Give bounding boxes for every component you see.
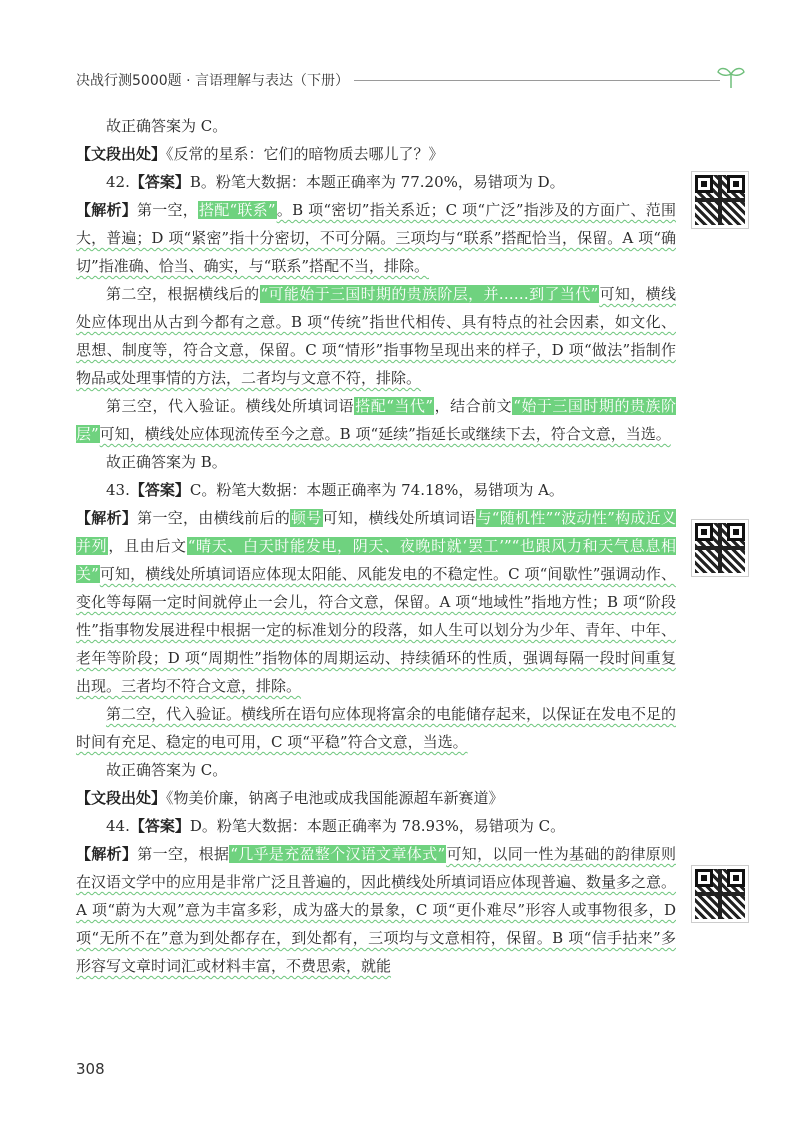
highlight: 顿号 bbox=[291, 509, 322, 527]
highlight: “始于三国时期的贵族阶层” bbox=[76, 397, 676, 443]
page-number: 308 bbox=[76, 1060, 105, 1078]
answer-text: B。粉笔大数据：本题正确率为 77.20%，易错项为 D。 bbox=[189, 173, 565, 191]
answer-body bbox=[76, 112, 676, 980]
highlight: “晴天、白天时能发电，阴天、夜晚时就‘罢工’”“也跟风力和天气息息相关” bbox=[76, 537, 676, 583]
source-label: 【文段出处】 bbox=[76, 789, 167, 807]
text-run: 可知，横线处所填词语应体现太阳能、风能发电的不稳定性。C 项“间歇性”强调动作、变化等每隔一定时间就停止一会儿，符合文意，保留。A 项“地域性”指地方性；B 项“阶段性”指事物发展进程中根据一定的标准划分的段落，如人生可以划分为少年、青年、中年、老年等阶段；D 项“周期性”指物体的周期运动、持续循环的性质，强调每隔一段时间重复出现。三者均不符合文意，排除。 bbox=[76, 565, 676, 695]
highlight: 与“随机性”“波动性”构成近义并列 bbox=[76, 509, 676, 555]
answer-label: 【答案】 bbox=[129, 817, 190, 835]
highlight: 搭配“联系” bbox=[199, 201, 276, 219]
source-title: 《反常的星系：它们的暗物质去哪儿了？》 bbox=[166, 145, 444, 163]
source-label: 【文段出处】 bbox=[76, 145, 167, 163]
q42-answer bbox=[76, 168, 676, 196]
q43-answer bbox=[76, 476, 676, 504]
analysis-label: 【解析】 bbox=[76, 201, 137, 219]
q43-analysis-2: 第二空，代入验证。横线所在语句应体现将富余的电能储存起来，以保证在发电不足的时间有充足、稳定的电可用，C 项“平稳”符合文意，当选。 bbox=[76, 705, 677, 751]
qr-code-44[interactable] bbox=[692, 866, 748, 922]
question-number: 44. bbox=[106, 817, 130, 835]
highlight: 搭配“当代” bbox=[355, 397, 434, 415]
sprout-icon bbox=[716, 64, 746, 90]
q42-analysis-1 bbox=[76, 196, 676, 280]
q44-answer bbox=[76, 812, 676, 840]
text-run: ，结合前文 bbox=[434, 397, 513, 415]
q43-analysis-1 bbox=[76, 504, 676, 700]
analysis-label: 【解析】 bbox=[76, 845, 138, 863]
answer-line: 故正确答案为 C。 bbox=[106, 117, 228, 135]
text-run: 第三空，代入验证。横线处所填词语 bbox=[106, 397, 355, 415]
text-run: ，且由后文 bbox=[108, 537, 187, 555]
text-run: 可知，以同一性为基础的韵律原则在汉语文学中的应用是非常广泛且普遍的，因此横线处所填词语应体现普遍、数量多之意。A 项“蔚为大观”意为丰富多彩，成为盛大的景象，C 项“更仆难尽”形容人或事物很多，D 项“无所不在”意为到处都存在，到处都有，三项均与文意相符，保留。B 项“信手拈来”多形容写文章时词汇或材料丰富，不费思索，就能 bbox=[76, 845, 677, 975]
qr-code-42[interactable] bbox=[692, 172, 748, 228]
qr-code-43[interactable] bbox=[692, 520, 748, 576]
text-run: 第一空，由横线前后的 bbox=[137, 509, 291, 527]
text-run: 第一空，根据 bbox=[137, 845, 230, 863]
answer-text: D。粉笔大数据：本题正确率为 78.93%，易错项为 C。 bbox=[189, 817, 566, 835]
q42-analysis-2 bbox=[76, 280, 676, 392]
text-run: 第一空， bbox=[137, 201, 198, 219]
header-rule bbox=[354, 80, 720, 81]
question-number: 42. bbox=[106, 173, 130, 191]
source-line bbox=[76, 140, 676, 168]
q44-analysis-1 bbox=[76, 840, 676, 980]
answer-line: 故正确答案为 C。 bbox=[106, 761, 228, 779]
answer-label: 【答案】 bbox=[129, 481, 190, 499]
answer-line: 故正确答案为 B。 bbox=[106, 453, 227, 471]
text-run: 可知，横线处应体现流传至今之意。B 项“延续”指延长或继续下去，符合文意，当选。 bbox=[99, 425, 671, 443]
running-header bbox=[76, 64, 746, 94]
highlight: “几乎是充盈整个汉语文章体式” bbox=[230, 845, 446, 863]
answer-label: 【答案】 bbox=[129, 173, 190, 191]
text-run: 可知，横线处所填词语 bbox=[322, 509, 476, 527]
text-run: 第二空，根据横线后的 bbox=[106, 285, 260, 303]
text-run: 。B 项“密切”指关系近；C 项“广泛”指涉及的方面广、范围大，普遍；D 项“紧密”指十分密切，不可分隔。三项均与“联系”搭配恰当，保留。A 项“确切”指准确、恰当、确实，与“联系”搭配不当，排除。 bbox=[76, 201, 676, 275]
source-line bbox=[76, 784, 676, 812]
question-number: 43. bbox=[106, 481, 130, 499]
book-title: 决战行测5000题 · 言语理解与表达（下册） bbox=[76, 73, 349, 89]
answer-text: C。粉笔大数据：本题正确率为 74.18%，易错项为 A。 bbox=[189, 481, 564, 499]
analysis-label: 【解析】 bbox=[76, 509, 138, 527]
q42-analysis-3 bbox=[76, 392, 676, 448]
text-run: 可知，横线处应体现出从古到今都有之意。B 项“传统”指世代相传、具有特点的社会因素，如文化、思想、制度等，符合文意，保留。C 项“情形”指事物呈现出来的样子，D 项“做法”指制作物品或处理事情的方法，二者均与文意不符，排除。 bbox=[76, 285, 676, 387]
highlight: “可能始于三国时期的贵族阶层，并……到了当代” bbox=[260, 285, 599, 303]
source-title: 《物美价廉，钠离子电池或成我国能源超车新赛道》 bbox=[166, 789, 504, 807]
